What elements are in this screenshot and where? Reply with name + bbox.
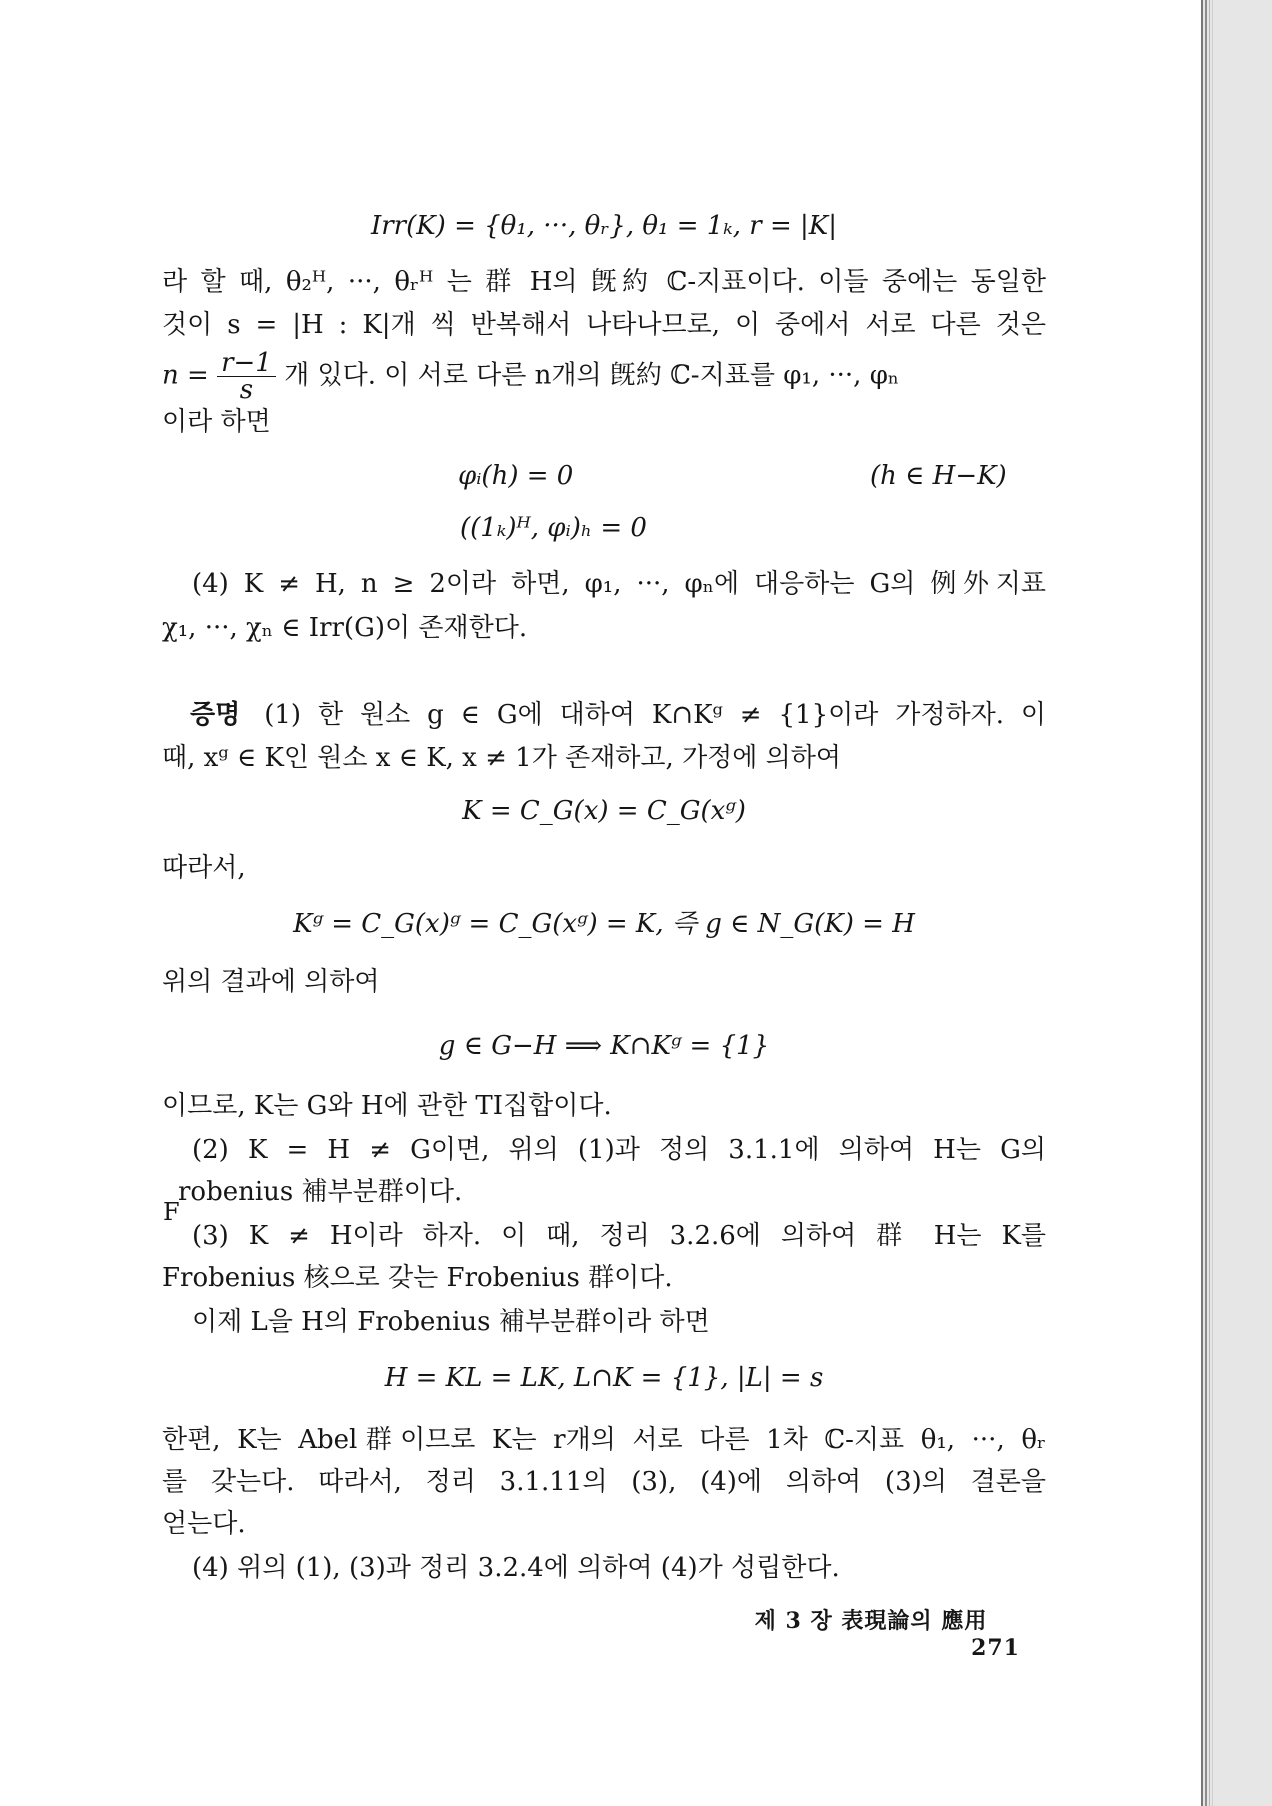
fraction-denominator: s (239, 375, 254, 405)
paragraph-line: robenius 補부분群이다. (178, 1177, 463, 1207)
page-edge (1209, 0, 1210, 1806)
paragraph-line: 를 갖는다. 따라서, 정리 3.1.11의 (3), (4)에 의하여 (3)의 결론을 (162, 1467, 1046, 1497)
page-footer (700, 1604, 1020, 1661)
paragraph-line: (3) K ≠ H이라 하자. 이 때, 정리 3.2.6에 의하여 群 H는 K를 (192, 1221, 1046, 1251)
proof-start-line (190, 695, 1046, 735)
paragraph-line: Frobenius 核으로 갖는 Frobenius 群이다. (162, 1263, 673, 1293)
paragraph-line-fraction (162, 350, 1046, 403)
page-edge (1205, 0, 1207, 1806)
paragraph-line: (4) K ≠ H, n ≥ 2이라 하면, φ₁, ···, φₙ에 대응하는 G의 例外지표 (192, 569, 1046, 599)
paragraph-line: χ₁, ···, χₙ ∈ Irr(G)이 존재한다. (162, 613, 528, 643)
equation-irr-k: Irr(K) = {θ₁, ···, θᵣ}, θ₁ = 1ₖ, r = |K| (370, 211, 837, 241)
paragraph-line: 것이 s = |H : K|개 씩 반복해서 나타나므로, 이 중에서 서로 다른 것은 (162, 310, 1046, 340)
paragraph-line: (2) K = H ≠ G이면, 위의 (1)과 정의 3.1.1에 의하여 H는 G의 (192, 1135, 1046, 1165)
paragraph-line: 때, xᵍ ∈ K인 원소 x ∈ K, x ≠ 1가 존재하고, 가정에 의하여 (162, 743, 842, 773)
paragraph-line: 따라서, (162, 853, 246, 883)
fraction-lhs: n = (162, 360, 209, 391)
fraction (217, 350, 276, 403)
paragraph-line: 이제 L을 H의 Frobenius 補부분群이라 하면 (192, 1307, 710, 1337)
fraction-line-rest: 개 있다. 이 서로 다른 n개의 旣約 ℂ-지표를 φ₁, ···, φₙ (284, 360, 900, 391)
paragraph-line: 이라 하면 (162, 407, 271, 437)
paragraph-line: 라 할 때, θ₂ᴴ, ···, θᵣᴴ 는 群 H의 旣約 ℂ-지표이다. 이들 중에는 동일한 (162, 267, 1046, 297)
proof-label: 증명 (190, 700, 241, 730)
chapter-title: 제 3 장 表現論의 應用 (754, 1608, 988, 1634)
proof-line-rest: (1) 한 원소 g ∈ G에 대하여 K∩Kᵍ ≠ {1}이라 가정하자. 이 (264, 700, 1046, 730)
paragraph-line: 한편, K는 Abel群이므로 K는 r개의 서로 다른 1차 ℂ-지표 θ₁, ···, θᵣ (162, 1425, 1046, 1455)
paragraph-line: (4) 위의 (1), (3)과 정리 3.2.4에 의하여 (4)가 성립한다. (192, 1553, 840, 1583)
paragraph-line: 이므로, K는 G와 H에 관한 TI집합이다. (162, 1091, 612, 1121)
paragraph-line: 위의 결과에 의하여 (162, 967, 380, 997)
equation-ti-set: g ∈ G−H ⟹ K∩Kᵍ = {1} (438, 1031, 770, 1061)
page-number: 271 (971, 1635, 1020, 1661)
paragraph-line: 얻는다. (162, 1509, 246, 1539)
stray-letter: F (163, 1198, 180, 1226)
fraction-numerator: r−1 (217, 350, 276, 377)
equation-inner-product: ((1ₖ)ᴴ, φᵢ)ₕ = 0 (460, 513, 647, 543)
equation-centralizer: K = C_G(x) = C_G(xᵍ) (462, 796, 746, 826)
equation-complement: H = KL = LK, L∩K = {1}, |L| = s (384, 1363, 824, 1393)
equation-phi-zero: φᵢ(h) = 0 (458, 461, 574, 491)
equation-condition: (h ∈ H−K) (870, 461, 1007, 491)
equation-normalizer: Kᵍ = C_G(x)ᵍ = C_G(xᵍ) = K, 즉 g ∈ N_G(K) = H (293, 909, 915, 939)
page-edge (1212, 0, 1213, 1806)
